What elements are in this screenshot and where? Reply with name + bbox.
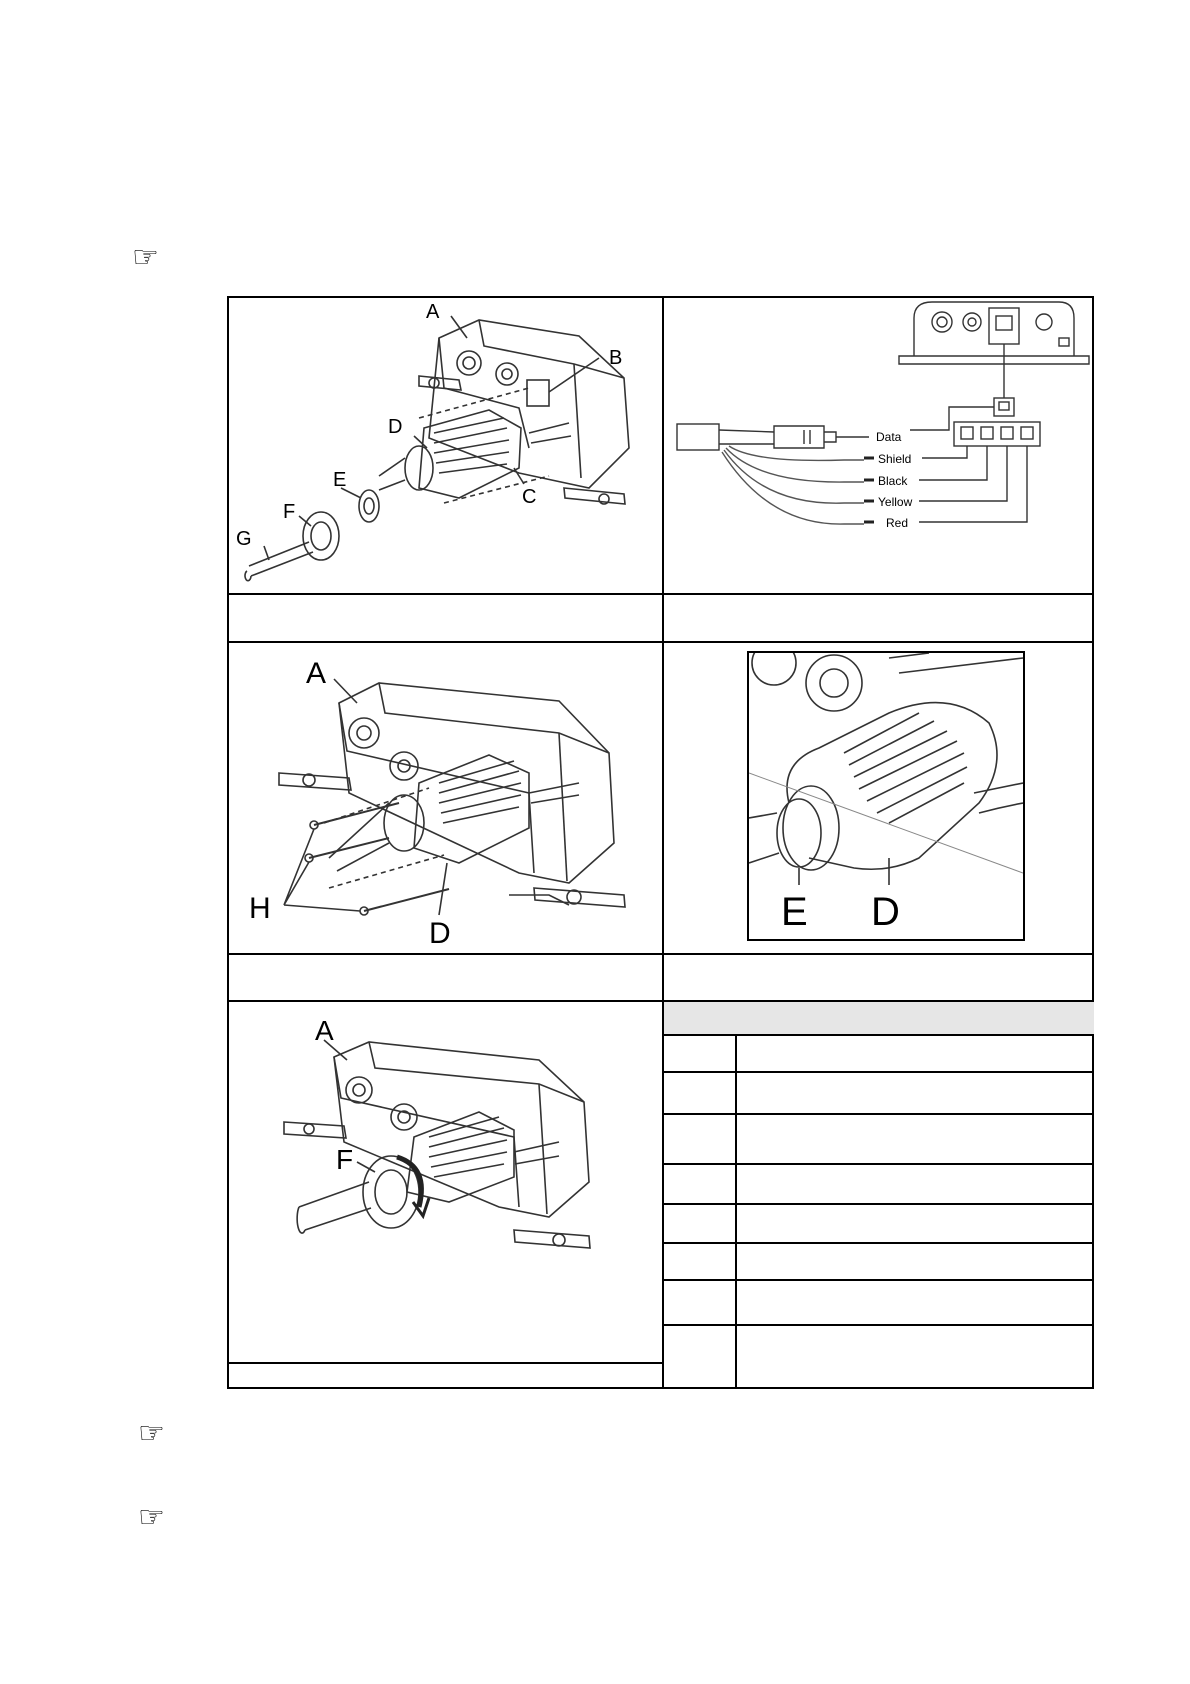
legend-line-4	[664, 1163, 1094, 1165]
legend-line-6	[664, 1242, 1094, 1244]
fig1-label-b: B	[609, 347, 623, 369]
figure-1-exploded-connector	[229, 298, 662, 593]
fig1-label-e: E	[333, 469, 347, 491]
fig3-label-h: H	[249, 892, 271, 925]
table-divider-vertical-legend	[735, 1002, 737, 1389]
fig4-label-e: E	[781, 890, 808, 934]
row-line-5-left	[229, 1362, 662, 1364]
fig1-label-f: F	[283, 501, 296, 523]
figure-2-cell	[664, 298, 1094, 593]
fig5-label-f: F	[336, 1144, 354, 1175]
fig1-label-d: D	[388, 416, 403, 438]
figure-5-tighten-nut	[229, 1002, 662, 1362]
figure-3-screw-assembly	[229, 643, 662, 953]
legend-line-3	[664, 1113, 1094, 1115]
legend-line-8	[664, 1324, 1094, 1326]
wire-label-shield: Shield	[878, 452, 912, 466]
fig1-label-a: A	[426, 301, 440, 323]
fig4-label-d: D	[871, 890, 900, 934]
row-line-3	[229, 953, 1094, 955]
legend-line-5	[664, 1203, 1094, 1205]
legend-line-1	[664, 1034, 1094, 1036]
figure-4-closeup-frame	[747, 651, 1025, 941]
note-hand-icon-3: ☞	[138, 1500, 165, 1535]
note-hand-icon-1: ☞	[132, 240, 159, 275]
note-hand-icon-2: ☞	[138, 1416, 165, 1451]
figure-1-cell	[229, 298, 662, 593]
fig3-label-d: D	[429, 917, 451, 950]
legend-line-2	[664, 1071, 1094, 1073]
wire-label-red: Red	[886, 516, 909, 530]
installation-figure-table	[227, 296, 1094, 1389]
figure-3-cell	[229, 643, 662, 953]
fig3-label-a: A	[306, 657, 327, 690]
wire-label-data: Data	[876, 430, 902, 444]
legend-line-7	[664, 1279, 1094, 1281]
legend-header-row	[664, 1002, 1094, 1034]
figure-5-cell	[229, 1002, 662, 1362]
row-line-1	[229, 593, 1094, 595]
fig1-label-c: C	[522, 486, 537, 508]
figure-2-wiring-diagram	[664, 298, 1094, 593]
wire-label-yellow: Yellow	[878, 495, 913, 509]
fig5-label-a: A	[315, 1015, 334, 1046]
figure-4-cell	[664, 643, 1094, 953]
fig1-label-g: G	[236, 528, 252, 550]
wire-label-black: Black	[878, 474, 908, 488]
figure-4-closeup-drawing	[749, 653, 1023, 939]
